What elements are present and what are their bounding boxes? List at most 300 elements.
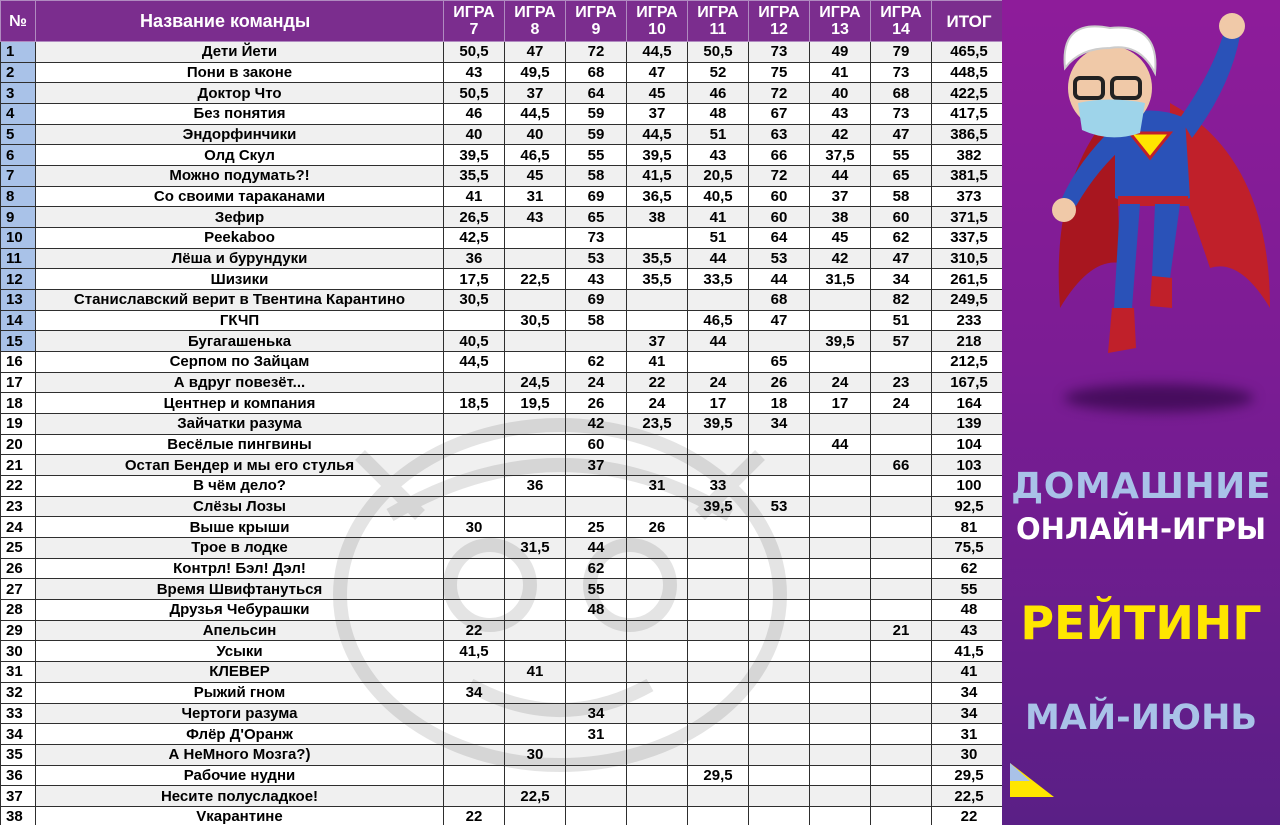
table-row [1, 62, 1007, 83]
game-score-cell: 53 [749, 248, 810, 269]
game-score-cell: 44 [688, 331, 749, 352]
header-game: ИГРА 7 [444, 1, 505, 42]
table-row [1, 744, 1007, 765]
game-score-cell [810, 703, 871, 724]
team-name-cell: Олд Скул [36, 145, 444, 166]
total-score-cell: 41,5 [932, 641, 1007, 662]
game-score-cell [688, 579, 749, 600]
game-score-cell: 79 [871, 42, 932, 63]
table-row [1, 476, 1007, 497]
total-score-cell: 249,5 [932, 290, 1007, 311]
game-score-cell [871, 352, 932, 373]
rank-cell: 22 [1, 476, 36, 497]
game-score-cell [566, 786, 627, 807]
total-score-cell: 233 [932, 310, 1007, 331]
game-score-cell [871, 579, 932, 600]
game-score-cell: 40 [444, 124, 505, 145]
game-score-cell: 31 [505, 186, 566, 207]
game-score-cell: 50,5 [444, 42, 505, 63]
game-score-cell: 55 [566, 145, 627, 166]
table-row [1, 496, 1007, 517]
game-score-cell: 34 [749, 414, 810, 435]
game-score-cell: 72 [749, 166, 810, 187]
table-row [1, 641, 1007, 662]
team-name-cell: Станиславский верит в Твентина Карантино [36, 290, 444, 311]
total-score-cell: 448,5 [932, 62, 1007, 83]
game-score-cell: 55 [871, 145, 932, 166]
table-row [1, 166, 1007, 187]
game-score-cell: 31 [566, 724, 627, 745]
game-score-cell [444, 372, 505, 393]
game-score-cell: 43 [810, 104, 871, 125]
game-score-cell: 24,5 [505, 372, 566, 393]
team-name-cell: Чертоги разума [36, 703, 444, 724]
table-row [1, 434, 1007, 455]
total-score-cell: 167,5 [932, 372, 1007, 393]
rank-cell: 20 [1, 434, 36, 455]
team-name-cell: Эндорфинчики [36, 124, 444, 145]
rank-cell: 9 [1, 207, 36, 228]
game-score-cell [688, 600, 749, 621]
game-score-cell [688, 538, 749, 559]
table-row [1, 207, 1007, 228]
total-score-cell: 103 [932, 455, 1007, 476]
total-score-cell: 92,5 [932, 496, 1007, 517]
game-score-cell: 62 [871, 228, 932, 249]
game-score-cell [749, 806, 810, 825]
header-game: ИГРА 10 [627, 1, 688, 42]
game-score-cell [688, 455, 749, 476]
game-score-cell [444, 600, 505, 621]
game-score-cell: 17 [688, 393, 749, 414]
total-score-cell: 310,5 [932, 248, 1007, 269]
table-row [1, 42, 1007, 63]
superhero-professor-illustration-icon [1020, 8, 1278, 388]
table-row [1, 765, 1007, 786]
game-score-cell [810, 765, 871, 786]
game-score-cell [627, 662, 688, 683]
game-score-cell [627, 579, 688, 600]
game-score-cell: 63 [749, 124, 810, 145]
team-name-cell: Слёзы Лозы [36, 496, 444, 517]
game-score-cell [505, 682, 566, 703]
game-score-cell: 22,5 [505, 786, 566, 807]
total-score-cell: 465,5 [932, 42, 1007, 63]
rank-cell: 12 [1, 269, 36, 290]
game-score-cell: 50,5 [444, 83, 505, 104]
promo-title-home: ДОМАШНИЕ [1011, 466, 1271, 507]
game-score-cell: 42 [566, 414, 627, 435]
game-score-cell: 48 [688, 104, 749, 125]
game-score-cell: 44,5 [505, 104, 566, 125]
game-score-cell [627, 641, 688, 662]
game-score-cell: 68 [871, 83, 932, 104]
game-score-cell: 65 [566, 207, 627, 228]
game-score-cell: 38 [627, 207, 688, 228]
total-score-cell: 30 [932, 744, 1007, 765]
game-score-cell: 31,5 [505, 538, 566, 559]
game-score-cell: 37,5 [810, 145, 871, 166]
promo-panel [1002, 0, 1280, 825]
table-header [1, 1, 1007, 42]
team-name-cell: Зайчатки разума [36, 414, 444, 435]
game-score-cell: 49 [810, 42, 871, 63]
game-score-cell: 25 [566, 517, 627, 538]
total-score-cell: 75,5 [932, 538, 1007, 559]
rank-cell: 19 [1, 414, 36, 435]
game-score-cell [749, 476, 810, 497]
total-score-cell: 417,5 [932, 104, 1007, 125]
game-score-cell [627, 228, 688, 249]
game-score-cell: 43 [688, 145, 749, 166]
game-score-cell: 51 [688, 228, 749, 249]
game-score-cell: 35,5 [627, 248, 688, 269]
table-row [1, 600, 1007, 621]
table-row [1, 786, 1007, 807]
team-name-cell: Несите полусладкое! [36, 786, 444, 807]
rank-cell: 7 [1, 166, 36, 187]
game-score-cell: 30 [505, 744, 566, 765]
game-score-cell: 37 [505, 83, 566, 104]
game-score-cell: 60 [749, 207, 810, 228]
game-score-cell: 20,5 [688, 166, 749, 187]
game-score-cell: 41,5 [627, 166, 688, 187]
game-score-cell [688, 352, 749, 373]
game-score-cell: 17,5 [444, 269, 505, 290]
game-score-cell [627, 765, 688, 786]
team-name-cell: Бугагашенька [36, 331, 444, 352]
game-score-cell: 24 [688, 372, 749, 393]
game-score-cell: 51 [688, 124, 749, 145]
game-score-cell: 18,5 [444, 393, 505, 414]
rank-cell: 23 [1, 496, 36, 517]
game-score-cell: 24 [566, 372, 627, 393]
game-score-cell [566, 496, 627, 517]
game-score-cell [444, 744, 505, 765]
game-score-cell: 22,5 [505, 269, 566, 290]
game-score-cell [871, 703, 932, 724]
game-score-cell: 58 [871, 186, 932, 207]
game-score-cell: 68 [749, 290, 810, 311]
table-body [1, 42, 1007, 825]
header-game: ИГРА 13 [810, 1, 871, 42]
table-row [1, 724, 1007, 745]
team-name-cell: Серпом по Зайцам [36, 352, 444, 373]
game-score-cell [749, 558, 810, 579]
game-score-cell [871, 765, 932, 786]
game-score-cell [627, 620, 688, 641]
rank-cell: 36 [1, 765, 36, 786]
total-score-cell: 81 [932, 517, 1007, 538]
game-score-cell: 37 [627, 331, 688, 352]
game-score-cell: 46 [688, 83, 749, 104]
game-score-cell: 41 [505, 662, 566, 683]
game-score-cell [688, 517, 749, 538]
game-score-cell: 29,5 [688, 765, 749, 786]
game-score-cell [444, 662, 505, 683]
game-score-cell [505, 558, 566, 579]
game-score-cell [566, 744, 627, 765]
team-name-cell: Шизики [36, 269, 444, 290]
team-name-cell: Трое в лодке [36, 538, 444, 559]
game-score-cell [627, 682, 688, 703]
game-score-cell: 44 [566, 538, 627, 559]
game-score-cell [505, 703, 566, 724]
game-score-cell [688, 786, 749, 807]
game-score-cell: 51 [871, 310, 932, 331]
game-score-cell: 42 [810, 248, 871, 269]
game-score-cell: 50,5 [688, 42, 749, 63]
game-score-cell [627, 558, 688, 579]
team-name-cell: Можно подумать?! [36, 166, 444, 187]
table-row [1, 806, 1007, 825]
game-score-cell: 38 [810, 207, 871, 228]
game-score-cell [444, 434, 505, 455]
rank-cell: 11 [1, 248, 36, 269]
game-score-cell: 48 [566, 600, 627, 621]
game-score-cell: 46,5 [688, 310, 749, 331]
table-row [1, 124, 1007, 145]
game-score-cell: 33 [688, 476, 749, 497]
game-score-cell: 62 [566, 352, 627, 373]
total-score-cell: 212,5 [932, 352, 1007, 373]
game-score-cell [749, 682, 810, 703]
game-score-cell: 36 [444, 248, 505, 269]
game-score-cell [871, 724, 932, 745]
game-score-cell [505, 434, 566, 455]
game-score-cell: 58 [566, 166, 627, 187]
game-score-cell [871, 538, 932, 559]
game-score-cell [566, 620, 627, 641]
rank-cell: 4 [1, 104, 36, 125]
game-score-cell: 43 [566, 269, 627, 290]
header-game: ИГРА 11 [688, 1, 749, 42]
team-name-cell: Флёр Д'Оранж [36, 724, 444, 745]
game-score-cell: 73 [871, 104, 932, 125]
total-score-cell: 261,5 [932, 269, 1007, 290]
total-score-cell: 62 [932, 558, 1007, 579]
game-score-cell [749, 662, 810, 683]
total-score-cell: 386,5 [932, 124, 1007, 145]
game-score-cell [444, 414, 505, 435]
game-score-cell [810, 290, 871, 311]
table-row [1, 228, 1007, 249]
rank-cell: 29 [1, 620, 36, 641]
header-game: ИГРА 9 [566, 1, 627, 42]
table-row [1, 538, 1007, 559]
total-score-cell: 29,5 [932, 765, 1007, 786]
game-score-cell [688, 434, 749, 455]
game-score-cell: 30,5 [444, 290, 505, 311]
game-score-cell: 34 [444, 682, 505, 703]
game-score-cell [566, 682, 627, 703]
rank-cell: 31 [1, 662, 36, 683]
table-row [1, 186, 1007, 207]
game-score-cell [444, 310, 505, 331]
total-score-cell: 218 [932, 331, 1007, 352]
game-score-cell [810, 662, 871, 683]
game-score-cell [810, 558, 871, 579]
game-score-cell: 44 [810, 434, 871, 455]
game-score-cell: 72 [566, 42, 627, 63]
game-score-cell: 21 [871, 620, 932, 641]
promo-title-rating: РЕЙТИНГ [1020, 596, 1262, 650]
game-score-cell: 17 [810, 393, 871, 414]
game-score-cell: 42,5 [444, 228, 505, 249]
total-score-cell: 337,5 [932, 228, 1007, 249]
game-score-cell [627, 496, 688, 517]
header-game: ИГРА 14 [871, 1, 932, 42]
game-score-cell: 22 [627, 372, 688, 393]
hero-shadow [1064, 384, 1254, 412]
game-score-cell: 47 [871, 124, 932, 145]
game-score-cell [444, 703, 505, 724]
game-score-cell [810, 806, 871, 825]
total-score-cell: 164 [932, 393, 1007, 414]
game-score-cell: 39,5 [688, 496, 749, 517]
total-score-cell: 43 [932, 620, 1007, 641]
game-score-cell [566, 641, 627, 662]
game-score-cell [566, 662, 627, 683]
team-name-cell: Доктор Что [36, 83, 444, 104]
game-score-cell [688, 662, 749, 683]
team-name-cell: А НеМного Мозга?) [36, 744, 444, 765]
game-score-cell [505, 331, 566, 352]
rank-cell: 3 [1, 83, 36, 104]
header-num: № [1, 1, 36, 42]
game-score-cell: 40 [505, 124, 566, 145]
total-score-cell: 104 [932, 434, 1007, 455]
game-score-cell: 40 [810, 83, 871, 104]
game-score-cell: 60 [749, 186, 810, 207]
game-score-cell [810, 641, 871, 662]
game-score-cell [871, 434, 932, 455]
game-score-cell: 64 [566, 83, 627, 104]
game-score-cell [749, 517, 810, 538]
game-score-cell: 33,5 [688, 269, 749, 290]
game-score-cell: 40,5 [688, 186, 749, 207]
rank-cell: 25 [1, 538, 36, 559]
rank-cell: 27 [1, 579, 36, 600]
game-score-cell: 55 [566, 579, 627, 600]
game-score-cell: 44 [688, 248, 749, 269]
rank-cell: 30 [1, 641, 36, 662]
game-score-cell: 68 [566, 62, 627, 83]
game-score-cell [505, 496, 566, 517]
team-name-cell: Остап Бендер и мы его стулья [36, 455, 444, 476]
table-row [1, 579, 1007, 600]
game-score-cell [871, 600, 932, 621]
game-score-cell [505, 806, 566, 825]
rank-cell: 32 [1, 682, 36, 703]
game-score-cell: 41 [688, 207, 749, 228]
team-name-cell: Рабочие нудни [36, 765, 444, 786]
game-score-cell [749, 744, 810, 765]
table-row [1, 372, 1007, 393]
game-score-cell: 37 [627, 104, 688, 125]
game-score-cell: 23 [871, 372, 932, 393]
game-score-cell: 59 [566, 124, 627, 145]
game-score-cell [749, 600, 810, 621]
game-score-cell: 75 [749, 62, 810, 83]
table-row [1, 414, 1007, 435]
game-score-cell [810, 455, 871, 476]
table-row [1, 352, 1007, 373]
game-score-cell: 30 [444, 517, 505, 538]
game-score-cell: 42 [810, 124, 871, 145]
game-score-cell [749, 434, 810, 455]
team-name-cell: Весёлые пингвины [36, 434, 444, 455]
game-score-cell: 73 [566, 228, 627, 249]
game-score-cell: 45 [627, 83, 688, 104]
game-score-cell [810, 682, 871, 703]
game-score-cell [444, 579, 505, 600]
total-score-cell: 48 [932, 600, 1007, 621]
game-score-cell [627, 310, 688, 331]
total-score-cell: 34 [932, 703, 1007, 724]
rank-cell: 2 [1, 62, 36, 83]
game-score-cell: 37 [566, 455, 627, 476]
game-score-cell [871, 476, 932, 497]
rank-cell: 24 [1, 517, 36, 538]
game-score-cell: 47 [505, 42, 566, 63]
team-name-cell: Друзья Чебурашки [36, 600, 444, 621]
table-row [1, 662, 1007, 683]
team-name-cell: Выше крыши [36, 517, 444, 538]
game-score-cell: 82 [871, 290, 932, 311]
game-score-cell [810, 310, 871, 331]
rank-cell: 21 [1, 455, 36, 476]
game-score-cell [688, 290, 749, 311]
total-score-cell: 31 [932, 724, 1007, 745]
game-score-cell [810, 724, 871, 745]
table-row [1, 455, 1007, 476]
total-score-cell: 34 [932, 682, 1007, 703]
total-score-cell: 41 [932, 662, 1007, 683]
game-score-cell: 69 [566, 186, 627, 207]
game-score-cell [749, 538, 810, 559]
game-score-cell [749, 786, 810, 807]
team-name-cell: КЛЕВЕР [36, 662, 444, 683]
game-score-cell [505, 352, 566, 373]
game-score-cell [444, 476, 505, 497]
header-total: ИТОГ [932, 1, 1007, 42]
game-score-cell: 39,5 [688, 414, 749, 435]
game-score-cell [627, 724, 688, 745]
rank-cell: 38 [1, 806, 36, 825]
game-score-cell: 40,5 [444, 331, 505, 352]
game-score-cell [871, 496, 932, 517]
game-score-cell: 52 [688, 62, 749, 83]
game-score-cell: 53 [566, 248, 627, 269]
game-score-cell [810, 517, 871, 538]
game-score-cell [566, 765, 627, 786]
rank-cell: 18 [1, 393, 36, 414]
table-row [1, 517, 1007, 538]
game-score-cell: 73 [871, 62, 932, 83]
table-row [1, 310, 1007, 331]
game-score-cell: 34 [871, 269, 932, 290]
team-name-cell: Peekaboo [36, 228, 444, 249]
table-row [1, 393, 1007, 414]
game-score-cell [810, 579, 871, 600]
total-score-cell: 371,5 [932, 207, 1007, 228]
game-score-cell [505, 248, 566, 269]
game-score-cell [444, 724, 505, 745]
game-score-cell: 44,5 [444, 352, 505, 373]
game-score-cell [871, 517, 932, 538]
game-score-cell [444, 538, 505, 559]
